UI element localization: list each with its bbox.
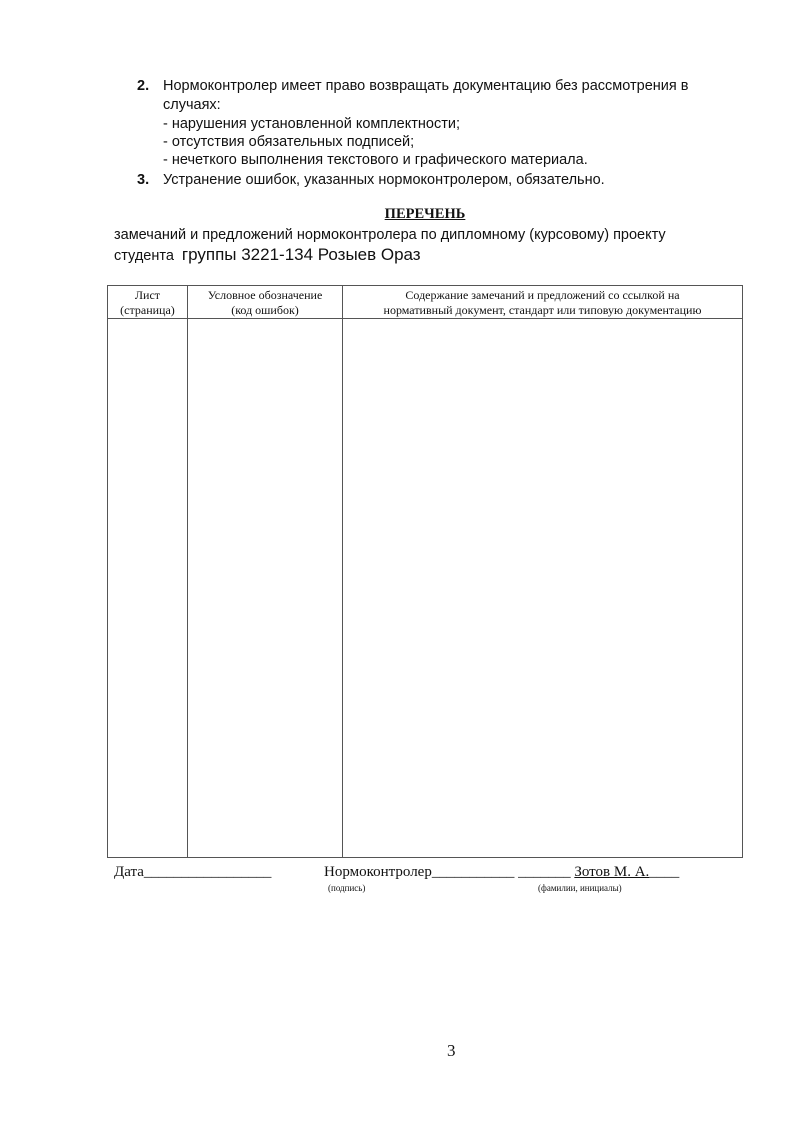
list-item-2-line-4: - отсутствия обязательных подписей; [163,134,415,150]
page-number: 3 [447,1041,456,1060]
controller-blank: _______ [518,864,571,880]
controller-signature-blank: ___________ [431,864,515,880]
table-header-code: Условное обозначение (код ошибок) [207,288,323,317]
list-item-2-line-2: случаях: [163,97,221,113]
student-line [114,245,421,265]
student-label: студента [114,248,174,264]
controller-name: Зотов М. А. [574,864,650,880]
remarks-table [107,285,743,858]
table-column-divider [187,286,188,857]
controller-field [324,864,679,881]
controller-name-blank: ____ [649,864,680,880]
date-label: Дата [114,864,144,880]
table-header-content: Содержание замечаний и предложений со ссылкой на нормативный документ, стандарт или типовую документацию [383,288,702,317]
table-header-sheet: Лист (страница) [120,288,175,317]
student-group-name: группы 3221-134 Розыев Ораз [181,245,421,264]
date-field [114,864,271,881]
caption-name: (фамилии, инициалы) [538,883,622,893]
list-item-3-number: 3. [137,172,150,188]
list-item-2-line-3: - нарушения установленной комплектности; [163,116,460,132]
table-header-divider [108,318,742,319]
list-item-2-number: 2. [137,78,150,94]
list-item-2-line-5: - нечеткого выполнения текстового и графического материала. [163,152,588,168]
caption-signature: (подпись) [328,883,366,893]
date-blank: _________________ [143,864,272,880]
controller-label: Нормоконтролер [324,864,432,880]
list-item-2-line-1: Нормоконтролер имеет право возвращать документацию без рассмотрения в [163,78,689,94]
document-subtitle: замечаний и предложений нормоконтролера по дипломному (курсовому) проекту [114,227,666,243]
table-column-divider [342,286,343,857]
list-item-3-line-1: Устранение ошибок, указанных нормоконтролером, обязательно. [163,172,605,188]
document-title: ПЕРЕЧЕНЬ [384,206,466,222]
